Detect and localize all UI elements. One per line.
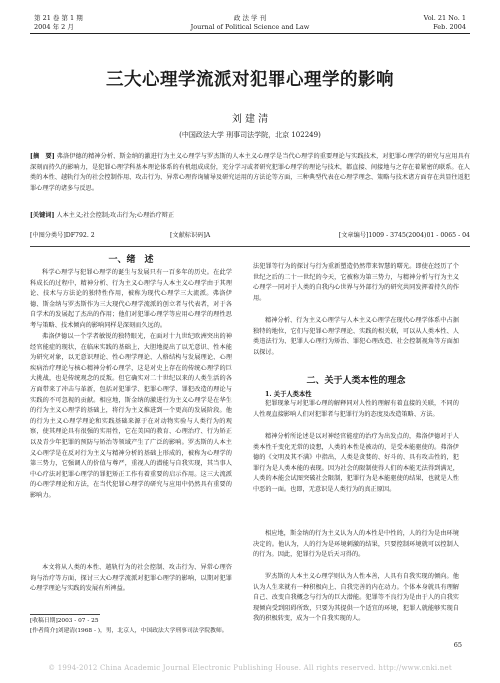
keywords xyxy=(30,211,470,222)
document-code: [文献标识码]A xyxy=(170,232,211,239)
author-name: 刘 建 清 xyxy=(231,114,269,125)
abstract xyxy=(30,152,470,194)
volume-issue-en: Vol. 21 No. 1 xyxy=(423,14,466,22)
section-heading-intro: 一、绪 述 xyxy=(108,255,154,265)
section-heading-human-nature: 二、关于人类本性的理念 xyxy=(306,376,406,386)
abstract-text: 弗洛伊德的精神分析、斯金纳的激进行为主义心理学与罗杰斯的人本主义心理学是当代心理学的重要理论与实践技术，对犯罪心理学的研究与应用具有深刻而持久的影响力，是犯罪心理学科基本理论体系的有机组成成份，充分学习或者研究犯罪心理学的理论与技术，都直接、间接地与之存在着紧密的联系。在人类的本性、越轨行为的社会控制作用、攻击行为、异常心理咨询辅导及研究运用的方法论等方面，三种典型代表在心理学理念、策略与技术诸方面存在共显往返犯罪心理学的诸多与反思。 xyxy=(30,153,470,192)
page-number: 65 xyxy=(453,641,462,649)
keywords-text: 人本主义;社会控制;攻击行为;心理治疗辩正 xyxy=(56,212,175,219)
received-date: [收稿日期]2003 - 07 - 25 xyxy=(30,618,99,624)
journal-issue-info xyxy=(34,14,83,31)
body-divider xyxy=(30,246,470,248)
copyright-watermark: © 1994-2012 China Academic Journal Electronic Publishing House. All rights reserved. http://www.cnki.net xyxy=(48,664,452,672)
journal-issue-info-en xyxy=(424,14,466,31)
header-divider xyxy=(30,33,470,35)
keywords-label: [关键词] xyxy=(30,212,55,219)
subsection-paragraph-2: 精神分析所论述是以对神经官能症的治疗为出发点的，弗洛伊德对于人类本性千变化无常的设想，人类的本性是被动的，是受本能驱使的。弗洛伊德的《文明及其不满》中指出，人类是贪婪的、好斗的、具有攻击性的，犯罪行为是人类本能的表现。因为社会的限制使得人们的本能无法得到满足，人类的本能会试图突破社会限制，犯罪行为是本能驱使的结果，也就是人性中恶的一面。也即，无意识是人类行为的真正原因。 xyxy=(253,433,459,493)
intro-paragraph-2: 弗洛伊德以一个学者敏锐的独特眼光，在面对十九世纪欧洲突出的神经官能症的现状，在临床实践的基础上，大胆地提出了以无意识、性本能为研究对象，以无意识理论、性心理学理论、人格结构与发展理论、心理疾病治疗理论与核心精神分析心理学，这是对史上存在的传统心理学的巨大挑战，也是传统观念的反叛。但它确实对二十世纪以来的人类生活的各方面带来了冲击与革新，包括对犯罪学、犯罪心理学、罪犯改造的理论与实践的不可忽视的贡献。相应地，斯金纳的激进行为主义心理学是在华生的行为主义心理学的基础上，将行为主义推进到一个更高的发展阶段。他的行为主义心理学理论和实践基础来源于在对动物实验与人类行为的观察，使其理论具有很强的实用性，它在美国的教育、心理治疗、行为矫正以及青少年犯罪的预防与矫治等领域产生了广泛的影响。罗杰斯的人本主义心理学是在反对行为主义与精神分析的基础上形成的，被称为心理学的第三势力，它强调人的价值与尊严，重视人的潜能与自我实现，其当事人中心疗法对犯罪心理学的罪犯矫正工作有着重要的启示作用。这三大流派的心理学理论和方法，在当代犯罪心理学的研究与应用中仍然具有重要的影响力。 xyxy=(30,333,232,499)
journal-name xyxy=(160,14,340,31)
volume-issue: 第 21 卷 第 1 期 xyxy=(34,14,83,22)
journal-name-cn: 政 法 学 刊 xyxy=(233,14,267,22)
issue-date: 2004 年 2 月 xyxy=(34,22,74,31)
right-paragraph-1: 法犯罪等行为的探讨与行为重新塑造仍然带来智慧的曙光。即使在经历了个世纪之后的二十一世纪的今天，它被称为第三势力，与精神分析与行为主义心理学一同对于人类的自我内心世界与外部行为的研究共同发挥着持久的作用。 xyxy=(253,263,459,302)
subsection-paragraph-1: 犯罪现象与对犯罪心理的解释同对人性的理解有着直接的关联，不同的人性观直接影响人们对犯罪者与犯罪行为的态度及改造策略、方法。 xyxy=(253,400,459,418)
footnote-divider xyxy=(30,614,100,616)
clc-number: [中图分类号]DF792. 2 xyxy=(30,232,95,239)
journal-name-en: Journal of Political Science and Law xyxy=(190,22,310,31)
intro-paragraph-1: 科学心理学与犯罪心理学的诞生与发展只有一百多年的历史。在此学科成长的过程中，精神分析、行为主义心理学与人本主义心理学由于其理论、技术与方法论的独特性作用，被称为现代心理学三大流派。弗洛伊德、斯金纳与罗杰斯作为三大现代心理学流派的创立者与代表者，对于各自学术的发展起了杰出的作用；他们对犯罪心理学等应用心理学的理性思考与策略、技术倾向的影响同样是深刻而久远的。 xyxy=(30,269,232,328)
right-paragraph-2: 精神分析、行为主义心理学与人本主义心理学在现代心理学体系中占据独特的地位，它们与犯罪心理学理论、实践的相关联，可以从人类本性、人类违法行为、犯罪人心理行为矫治、罪犯心理改造、社会控制视角等方面加以探讨。 xyxy=(253,317,459,356)
abstract-label: [摘 要] xyxy=(30,153,55,160)
article-title: 三大心理学流派对犯罪心理学的影响 xyxy=(106,70,394,90)
intro-paragraph-3: 本文将从人类的本性、越轨行为的社会控制、攻击行为、异常心理咨询与治疗等方面，探讨三大心理学流派对犯罪心理学的影响，以期对犯罪心理学理论与实践的发展有所裨益。 xyxy=(30,564,232,593)
subsection-paragraph-3: 相应地，斯金纳的行为主义认为人的本性是中性的，人的行为是由环境决定的。他认为，人的行为是环境刺激的结果，只要控制环境就可以控制人的行为。因此，犯罪行为是后天习得的。 xyxy=(253,530,459,559)
author-affiliation: (中国政法大学 刑事司法学院，北京 102249) xyxy=(179,131,321,139)
issue-date-en: Feb. 2004 xyxy=(433,22,466,31)
author-bio: [作者简介]刘建清(1968 - )，男，北京人，中国政法大学刑事司法学院教师。 xyxy=(30,628,228,634)
article-number: [文章编号]1009 - 3745(2004)01 - 0065 - 04 xyxy=(338,232,470,239)
subsection-paragraph-4: 罗杰斯的人本主义心理学则认为人性本善，人具有自我实现的倾向。他认为人生来就有一种积极向上、自我完善的内在动力。个体本身就具有理解自己、改变自我概念与行为的巨大潜能。犯罪等不良行为是由于人的自我实现倾向受到阻碍所致，只要为其提供一个适宜的环境，犯罪人就能够实现自我的积极转变，成为一个自我实现的人。 xyxy=(253,573,459,623)
subsection-heading: 1. 关于人类本性 xyxy=(265,391,312,398)
